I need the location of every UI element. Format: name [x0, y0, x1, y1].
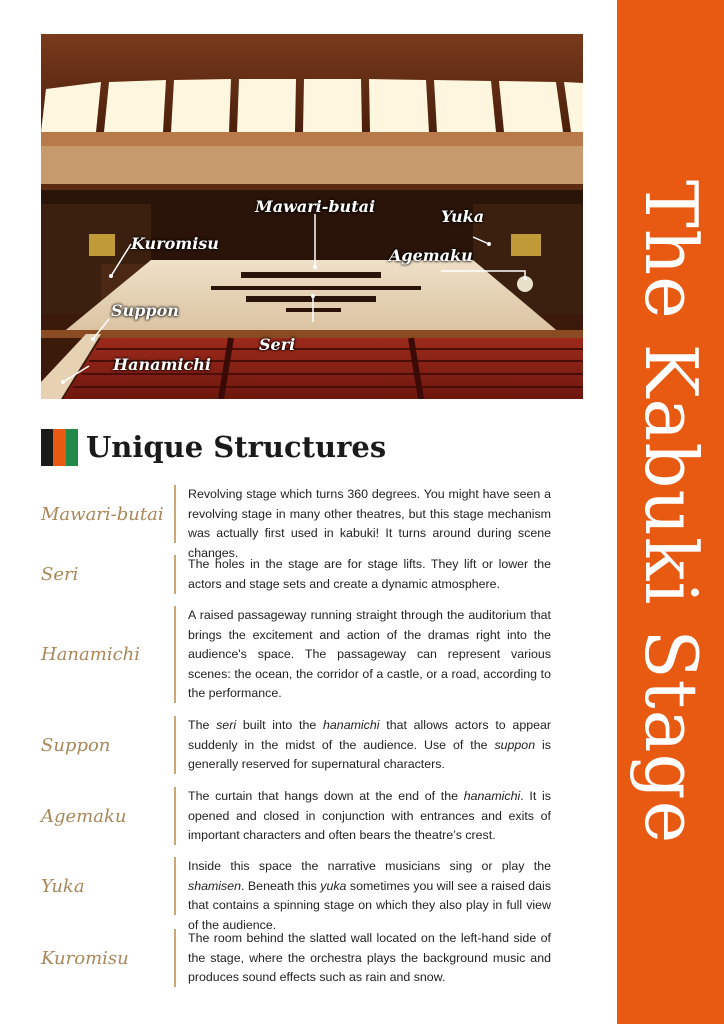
label-mawari-butai: Mawari-butai — [255, 197, 376, 216]
term-row — [41, 485, 551, 560]
divider — [174, 716, 176, 774]
stage-photo — [41, 34, 583, 399]
term-description: Inside this space the narrative musicians sing or play the shamisen. Beneath this yuka sometimes you will see a raised dais that contains a spinning stage on which they also play in full view of the audience. — [188, 859, 552, 932]
label-hanamichi: Hanamichi — [113, 355, 211, 374]
term-description: Revolving stage which turns 360 degrees. You might have seen a revolving stage in many other theatres, but this stage mechanism was actually first used in kabuki! It turns around during scene changes. — [188, 487, 551, 560]
term-name: Hanamichi — [41, 644, 141, 665]
tricolor-icon — [41, 429, 78, 466]
divider — [174, 857, 176, 915]
term-row — [41, 929, 551, 987]
label-agemaku: Agemaku — [389, 246, 473, 265]
label-yuka: Yuka — [441, 207, 485, 226]
term-name: Yuka — [41, 875, 85, 897]
term-description: The holes in the stage are for stage lifts. They lift or lower the actors and stage sets and create a dynamic atmosphere. — [188, 557, 551, 591]
side-banner — [617, 0, 724, 1024]
term-row — [41, 606, 551, 703]
term-name: Suppon — [41, 734, 111, 756]
term-description: The curtain that hangs down at the end of the hanamichi. It is opened and closed in conjunction with entrances and exits of important characters and often bears the theatre’s crest. — [188, 789, 551, 842]
section-heading — [41, 427, 386, 467]
banner-title: The Kabuki Stage — [628, 179, 713, 845]
term-description: The room behind the slatted wall located on the left-hand side of the stage, where the orchestra plays the background music and produces sound effects such as rain and snow. — [188, 931, 551, 984]
term-description: The seri built into the hanamichi that allows actors to appear suddenly in the midst of the audience. Use of the suppon is generally reserved for supernatural characters. — [188, 718, 552, 771]
term-name: Mawari-butai — [41, 503, 164, 525]
label-suppon: Suppon — [111, 301, 179, 320]
term-row — [41, 555, 551, 594]
divider — [174, 555, 176, 594]
term-row — [41, 787, 551, 845]
term-name: Seri — [41, 564, 79, 585]
stage-illustration — [41, 34, 583, 399]
divider — [174, 787, 176, 845]
term-description: A raised passageway running straight through the auditorium that brings the excitement and action of the dramas right into the audience's space. The passageway can represent various scenes: the ocean, the corridor of a castle, or a road, according to the performance. — [188, 608, 551, 700]
divider — [174, 606, 176, 703]
label-seri: Seri — [259, 335, 296, 354]
term-name: Agemaku — [41, 805, 127, 827]
term-name: Kuromisu — [41, 947, 129, 969]
divider — [174, 929, 176, 987]
term-row — [41, 857, 552, 932]
section-title: Unique Structures — [86, 430, 387, 464]
divider — [174, 485, 176, 543]
label-kuromisu: Kuromisu — [131, 234, 219, 253]
term-row — [41, 716, 551, 774]
